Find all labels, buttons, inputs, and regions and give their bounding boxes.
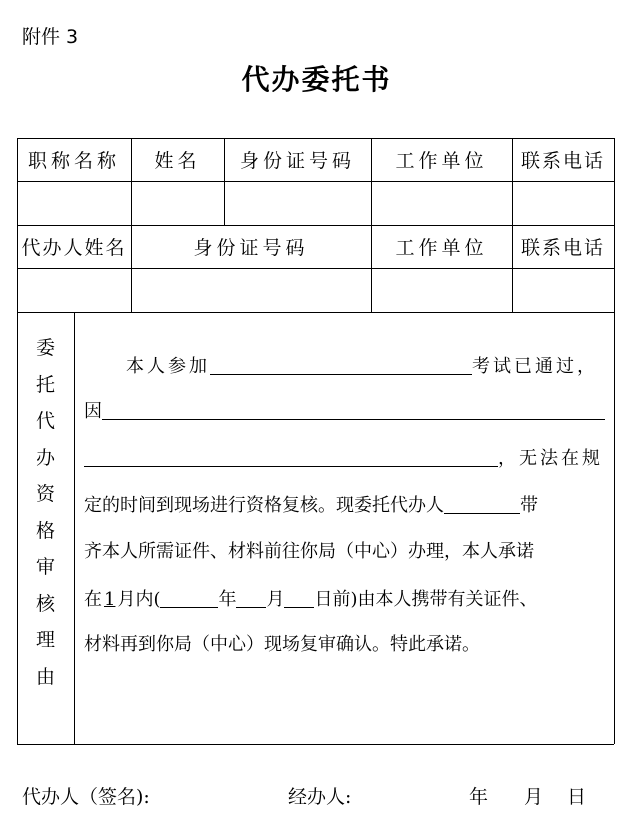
line1-end: 考试已通过， bbox=[472, 356, 598, 377]
reason-label: 委 托 代 办 资 格 审 核 理 由 bbox=[35, 337, 55, 688]
input-agent-phone[interactable] bbox=[513, 269, 613, 311]
handler-label: 经办人: bbox=[288, 786, 352, 808]
agent-name-blank[interactable] bbox=[444, 493, 520, 514]
month-count: 1 bbox=[104, 589, 116, 610]
input-id-number[interactable] bbox=[225, 182, 370, 224]
input-name[interactable] bbox=[132, 182, 223, 224]
exam-name-blank[interactable] bbox=[210, 354, 472, 375]
day-blank[interactable] bbox=[284, 587, 314, 608]
line7: 材料再到你局（中心）现场复审确认。特此承诺。 bbox=[84, 634, 480, 655]
line4-end: 带 bbox=[520, 495, 538, 516]
line6-day: 日前 bbox=[314, 589, 351, 610]
input-agent-name[interactable] bbox=[18, 269, 130, 311]
reason-blank-2[interactable] bbox=[84, 446, 498, 467]
header-agent-id-number: 身份证号码 bbox=[193, 237, 309, 259]
line6-year: 年 bbox=[218, 589, 237, 610]
line6-month: 月 bbox=[266, 589, 285, 610]
agent-signature-label: 代办人（签名): bbox=[22, 786, 150, 808]
input-agent-work-unit[interactable] bbox=[372, 269, 511, 311]
header-name: 姓名 bbox=[154, 150, 201, 172]
input-agent-id-number[interactable] bbox=[132, 269, 370, 311]
month-blank[interactable] bbox=[236, 587, 266, 608]
line1-start: 本人参加 bbox=[126, 356, 210, 377]
footer-year: 年 bbox=[469, 786, 489, 808]
header-agent-phone: 联系电话 bbox=[520, 237, 605, 259]
input-phone[interactable] bbox=[513, 182, 613, 224]
header-work-unit: 工作单位 bbox=[395, 150, 488, 172]
header-title-name: 职称名称 bbox=[27, 150, 120, 172]
year-blank[interactable] bbox=[160, 587, 218, 608]
footer-month: 月 bbox=[524, 786, 544, 808]
header-agent-work-unit: 工作单位 bbox=[395, 237, 488, 259]
input-title-name[interactable] bbox=[18, 182, 130, 224]
line6-b: 月内( bbox=[117, 589, 161, 610]
line2-start: 因 bbox=[84, 401, 102, 422]
header-id-number: 身份证号码 bbox=[239, 150, 355, 172]
header-agent-name: 代办人姓名 bbox=[21, 237, 127, 259]
document-title: 代办委托书 bbox=[241, 63, 392, 96]
footer-day: 日 bbox=[567, 786, 587, 808]
line5: 齐本人所需证件、材料前往你局（中心）办理，本人承诺 bbox=[84, 541, 534, 562]
reason-blank-1[interactable] bbox=[102, 399, 605, 420]
line3-end: ，无法在规 bbox=[498, 448, 603, 469]
attachment-label: 附件 3 bbox=[22, 26, 79, 48]
line4-start: 定的时间到现场进行资格复核。现委托代办人 bbox=[84, 495, 444, 516]
input-work-unit[interactable] bbox=[372, 182, 511, 224]
line6-c: )由本人携带有关证件、 bbox=[350, 589, 538, 610]
line6-a: 在 bbox=[84, 589, 102, 610]
header-phone: 联系电话 bbox=[520, 150, 605, 172]
